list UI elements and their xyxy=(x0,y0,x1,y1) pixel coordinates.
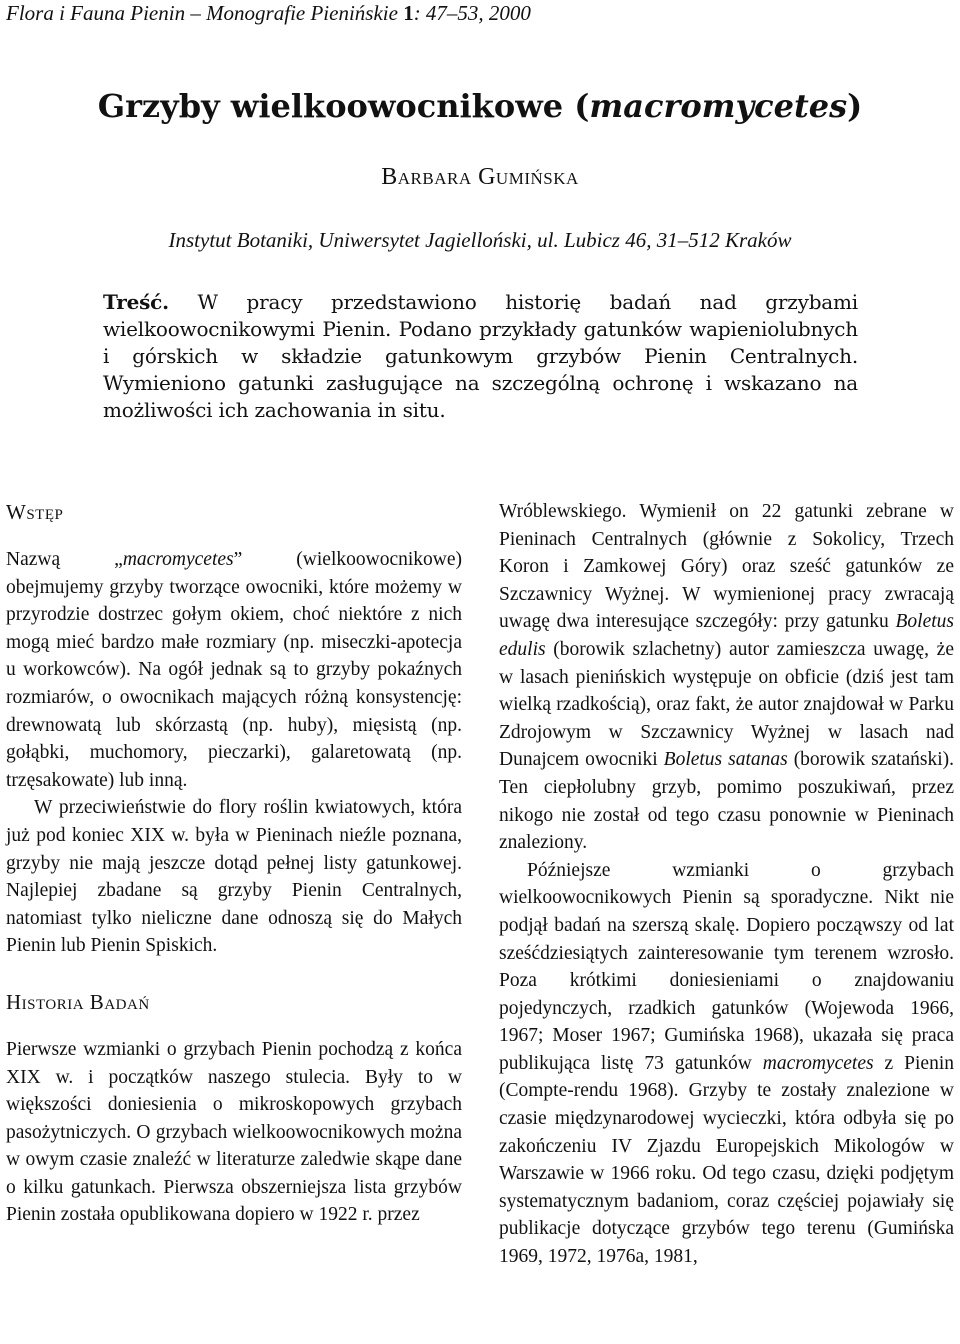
left-column xyxy=(6,498,462,1229)
abstract xyxy=(103,289,858,424)
section-spacer xyxy=(6,960,462,988)
author-affiliation: Instytut Botaniki, Uniwersytet Jagielloński, ul. Lubicz 46, 31–512 Kraków xyxy=(168,228,792,252)
italic-term: macromycetes xyxy=(122,549,234,570)
title-main: Grzyby wielkoowocnikowe ( xyxy=(97,87,590,125)
journal-pages: : 47–53, 2000 xyxy=(413,1,531,25)
title-close: ) xyxy=(847,87,863,125)
section-heading-intro: Wstęp xyxy=(6,500,64,524)
text-run: (borowik szlachetny) autor zamieszcza uwagę, że w lasach pienińskich występuje on obficie (dziś jest tam wielką rzadkością), oraz fakt, że autor znajdował w Parku Zdrojowym w Szczawnicy Wyżnej w lasach nad Dunajcem owocniki xyxy=(499,638,954,771)
italic-species: Boletus edulis xyxy=(499,611,954,660)
intro-paragraph-2: W przeciwieństwie do flory roślin kwiatowych, która już pod koniec XIX w. była w Pieninach nieźle poznana, grzyby nie mają jeszcze dotąd pełnej listy gatunkowej. Najlepiej zbadane są grzyby Pienin Centralnych, natomiast tylko nieliczne dane odnoszą się do Małych Pienin lub Pienin Spiskich. xyxy=(6,797,462,957)
journal-header xyxy=(6,0,531,26)
italic-term: macromycetes xyxy=(762,1052,874,1074)
text-run: Nazwą „ xyxy=(6,549,123,570)
abstract-label: Treść. xyxy=(103,290,169,314)
text-run: (borowik szatański). Ten ciepłolubny grzyb, pomimo poszukiwań, przez nikogo nie został od tego czasu ponownie w Pieninach znaleziony. xyxy=(499,749,954,854)
journal-series: Flora i Fauna Pienin – Monografie Pienińskie xyxy=(6,1,398,25)
text-run: Wróblewskiego. Wymienił on 22 gatunki zebrane w Pieninach Centralnych (głównie z Sokolicy, Trzech Koron i Zamkowej Góry) oraz sześć gatunków ze Szczawnicy Wyżnej. W wymienionej pracy zwracają uwagę dwa interesujące szczegóły: przy gatunku xyxy=(499,501,954,633)
intro-paragraph-1 xyxy=(6,546,462,794)
history-paragraph-3 xyxy=(499,857,954,1271)
journal-volume: 1 xyxy=(403,1,414,25)
history-paragraph-1: Pierwsze wzmianki o grzybach Pienin pochodzą z końca XIX w. i początków naszego stulecia. Były to w większości doniesienia o mikroskopowych grzybach pasożytniczych. O grzybach wielkoowocnikowych można w owym czasie znaleźć w literaturze zaledwie skąpe dane o kilku gatunkach. Pierwsza obszerniejsza lista grzybów Pienin została opublikowana dopiero w 1922 r. przez xyxy=(6,1038,462,1226)
history-paragraph-2 xyxy=(499,498,954,857)
text-run: z Pienin (Compte-rendu 1968). Grzyby te zostały znalezione w czasie międzynarodowej wycieczki, która odbyła się po zakończeniu IV Zjazdu Europejskich Mikologów w Warszawie w 1966 roku. Od tego czasu, dzięki podjętym systematycznym badaniom, coraz częściej pojawiały się publikacje dotyczące grzybów tego terenu (Gumińska 1969, 1972, 1976a, 1981, xyxy=(499,1052,954,1268)
right-column xyxy=(499,498,954,1271)
section-heading-history: Historia Badań xyxy=(6,989,150,1014)
text-run: ” (wielkoowocnikowe) obejmujemy grzyby tworzące owocniki, które możemy w przyrodzie dostrzec gołym okiem, choć niektóre z nich mogą mieć bardzo małe rozmiary (np. miseczki-apotecja u workowców). Na ogół jednak są to grzyby pokaźnych rozmiarów, o owocnikach mających różną konsystencję: drewnowatą lub skórzastą (np. huby), mięsistą (np. gołąbki, muchomory, pieczarki), galaretowatą (np. trzęsakowate) lub inną. xyxy=(6,549,462,791)
author-name: Barbara Gumińska xyxy=(381,164,579,190)
title-italic: macromycetes xyxy=(589,87,848,125)
abstract-text: W pracy przedstawiono historię badań nad grzybami wielkoowocnikowymi Pienin. Podano przykłady gatunków wapieniolubnych i górskich w składzie gatunkowym grzybów Pienin Centralnych. Wymieniono gatunki zasługujące na szczególną ochronę i wskazano na możliwości ich zachowania in situ. xyxy=(103,290,858,422)
italic-species: Boletus satanas xyxy=(663,749,788,771)
text-run: Późniejsze wzmianki o grzybach wielkoowocnikowych Pienin są sporadyczne. Nikt nie podjął badań na szerszą skalę. Dopiero począwszy od lat sześćdziesiątych zainteresowanie tym terenem wzrosło. Poza krótkimi doniesieniami o znajdowaniu pojedynczych, rzadkich gatunków (Wojewoda 1966, 1967; Moser 1967; Gumińska 1968), ukazała się praca publikująca listę 73 gatunków xyxy=(499,859,954,1074)
article-title xyxy=(0,86,960,126)
